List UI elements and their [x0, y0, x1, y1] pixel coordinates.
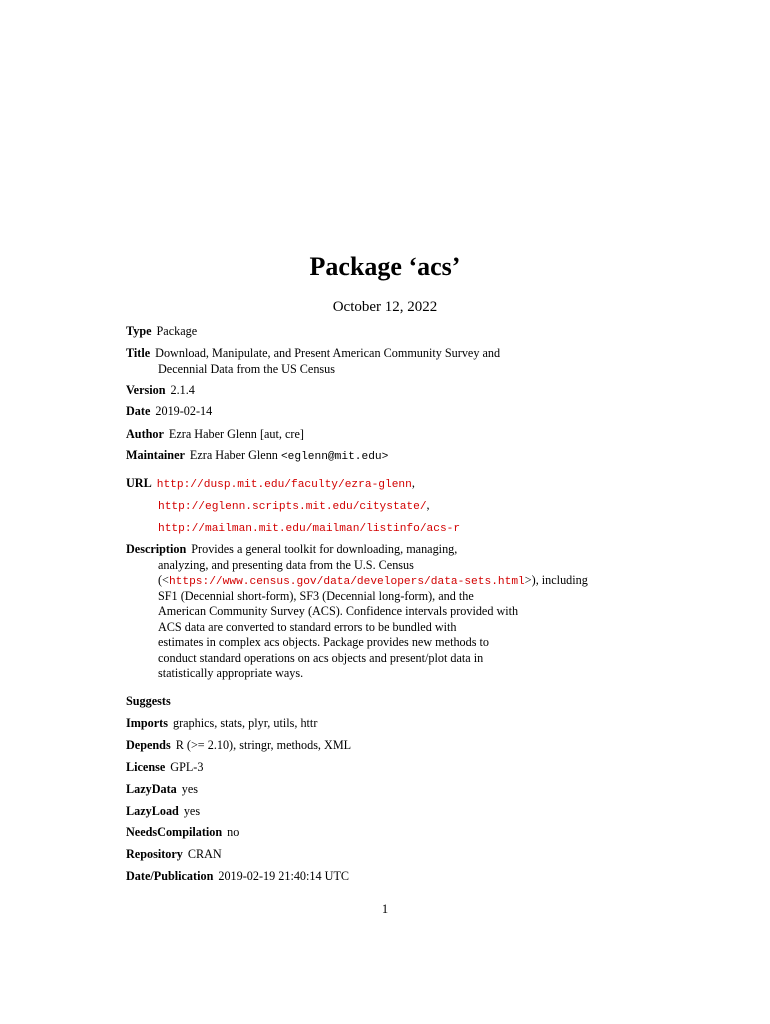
field-suggests	[126, 694, 176, 710]
url-link-2[interactable]: http://eglenn.scripts.mit.edu/citystate/	[158, 501, 427, 513]
field-repository	[126, 847, 222, 863]
field-imports-value: graphics, stats, plyr, utils, httr	[172, 716, 318, 730]
field-date-label: Date	[126, 404, 151, 418]
field-license-label: License	[126, 760, 166, 774]
field-url-line3	[158, 520, 460, 538]
field-maintainer-label: Maintainer	[126, 448, 185, 462]
field-version	[126, 383, 195, 399]
field-title-line2: Decennial Data from the US Census	[158, 362, 336, 376]
field-datepublication	[126, 869, 349, 885]
field-depends-label: Depends	[126, 738, 171, 752]
field-datepublication-value: 2019-02-19 21:40:14 UTC	[218, 869, 350, 883]
field-description	[126, 542, 457, 558]
field-depends	[126, 738, 351, 754]
description-line6: ACS data are converted to standard errors to be bundled with	[158, 620, 457, 634]
field-needscompilation	[126, 825, 239, 841]
field-date	[126, 404, 212, 420]
description-line9: statistically appropriate ways.	[158, 666, 304, 680]
field-author	[126, 427, 304, 443]
field-imports-label: Imports	[126, 716, 168, 730]
url-link-3[interactable]: http://mailman.mit.edu/mailman/listinfo/acs-r	[158, 523, 461, 535]
field-suggests-label: Suggests	[126, 694, 171, 708]
page-number: 1	[381, 902, 389, 916]
field-version-label: Version	[126, 383, 166, 397]
field-datepublication-label: Date/Publication	[126, 869, 214, 883]
field-version-value: 2.1.4	[170, 383, 195, 397]
field-maintainer-name: Ezra Haber Glenn	[189, 448, 278, 462]
field-author-label: Author	[126, 427, 164, 441]
field-lazydata	[126, 782, 198, 798]
field-url-line2	[158, 498, 430, 516]
description-line1: Provides a general toolkit for downloading, managing,	[191, 542, 458, 556]
field-lazyload	[126, 804, 200, 820]
field-repository-value: CRAN	[187, 847, 222, 861]
description-line3-open: (<	[158, 573, 169, 587]
field-description-label: Description	[126, 542, 187, 556]
field-lazydata-label: LazyData	[126, 782, 177, 796]
field-url-label: URL	[126, 476, 152, 490]
field-title-line1: Download, Manipulate, and Present American Community Survey and	[155, 346, 501, 360]
field-type	[126, 324, 197, 340]
description-line3	[158, 573, 588, 591]
description-line8: conduct standard operations on acs objects and present/plot data in	[158, 651, 484, 665]
url-link-1[interactable]: http://dusp.mit.edu/faculty/ezra-glenn	[156, 479, 412, 491]
field-imports	[126, 716, 317, 732]
description-line7: estimates in complex acs objects. Package provides new methods to	[158, 635, 490, 649]
url-separator-1: ,	[411, 476, 415, 490]
field-license	[126, 760, 203, 776]
field-license-value: GPL-3	[170, 760, 204, 774]
url-separator-2: ,	[426, 498, 430, 512]
field-maintainer	[126, 448, 388, 466]
field-maintainer-email: <eglenn@mit.edu>	[280, 451, 389, 463]
document-date: October 12, 2022	[332, 299, 438, 315]
field-title-label: Title	[126, 346, 151, 360]
document-title: Package ‘acs’	[309, 252, 461, 281]
census-link[interactable]: https://www.census.gov/data/developers/data-sets.html	[168, 576, 525, 588]
field-author-value: Ezra Haber Glenn [aut, cre]	[168, 427, 304, 441]
field-url	[126, 476, 415, 494]
field-needscompilation-label: NeedsCompilation	[126, 825, 223, 839]
description-line4: SF1 (Decennial short-form), SF3 (Decennial long-form), and the	[158, 589, 474, 603]
field-depends-value: R (>= 2.10), stringr, methods, XML	[175, 738, 352, 752]
field-title	[126, 346, 500, 362]
field-lazydata-value: yes	[181, 782, 199, 796]
field-lazyload-label: LazyLoad	[126, 804, 179, 818]
field-lazyload-value: yes	[183, 804, 201, 818]
description-line5: American Community Survey (ACS). Confidence intervals provided with	[158, 604, 519, 618]
field-repository-label: Repository	[126, 847, 183, 861]
field-needscompilation-value: no	[227, 825, 240, 839]
description-line2: analyzing, and presenting data from the U.S. Census	[158, 558, 414, 572]
field-date-value: 2019-02-14	[155, 404, 213, 418]
field-type-label: Type	[126, 324, 152, 338]
field-type-value: Package	[156, 324, 198, 338]
description-line3-close: >), including	[524, 573, 588, 587]
